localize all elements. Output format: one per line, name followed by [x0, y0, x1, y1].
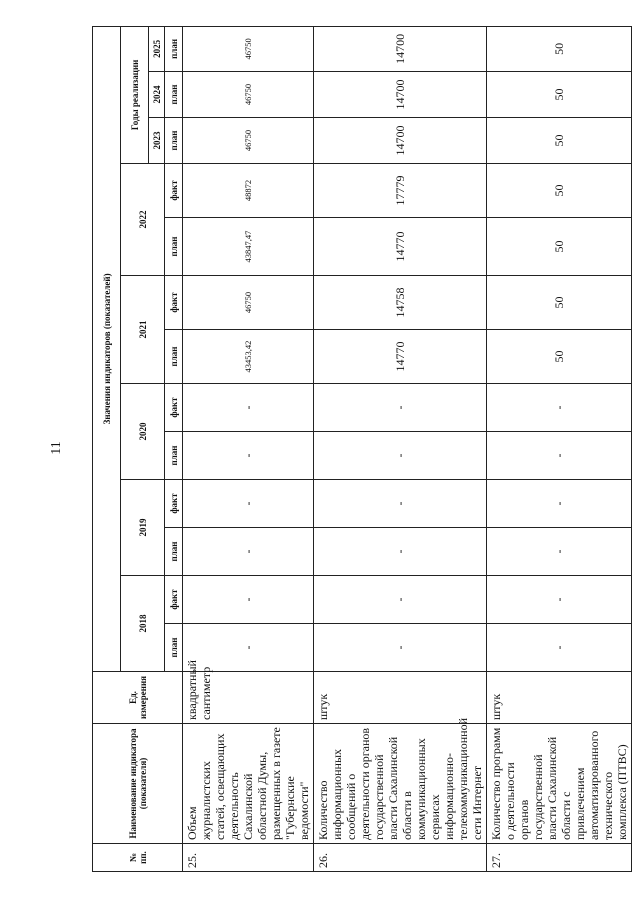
- header-year-2022: 2022: [121, 164, 165, 276]
- value-cell: -: [487, 528, 632, 576]
- header-plan: план: [165, 26, 183, 71]
- value-cell: 50: [487, 26, 632, 71]
- value-cell: 50: [487, 276, 632, 330]
- value-cell: 14700: [314, 72, 487, 118]
- indicator-name: Объем журналистских статей, освещающих деятельность Сахалинской областной Думы, размещенных в газете "Губернские ведомости": [183, 724, 314, 844]
- header-years-group: Годы реализации: [121, 26, 149, 163]
- indicator-unit: штук: [314, 672, 487, 724]
- page-number: 11: [49, 441, 64, 455]
- value-cell: 50: [487, 72, 632, 118]
- value-cell: 46750: [183, 72, 314, 118]
- header-fact: факт: [165, 164, 183, 218]
- header-plan: план: [165, 218, 183, 276]
- header-num: № пп.: [93, 844, 183, 872]
- value-cell: -: [183, 384, 314, 432]
- value-cell: -: [183, 576, 314, 624]
- value-cell: 50: [487, 330, 632, 384]
- row-num: 27.: [487, 844, 632, 872]
- value-cell: -: [183, 528, 314, 576]
- value-cell: -: [314, 528, 487, 576]
- value-cell: 14700: [314, 26, 487, 71]
- value-cell: 46750: [183, 276, 314, 330]
- value-cell: -: [183, 480, 314, 528]
- value-cell: 14770: [314, 218, 487, 276]
- value-cell: -: [314, 432, 487, 480]
- header-year-2023: 2023: [149, 118, 165, 164]
- header-plan: план: [165, 118, 183, 164]
- table-row: [314, 26, 487, 871]
- value-cell: 48872: [183, 164, 314, 218]
- table-row: [183, 26, 314, 871]
- value-cell: 43847,47: [183, 218, 314, 276]
- indicator-table-sheet: [92, 27, 629, 872]
- header-values-group: Значения индикаторов (показателей): [93, 26, 121, 671]
- value-cell: -: [314, 384, 487, 432]
- value-cell: -: [183, 624, 314, 672]
- header-plan: план: [165, 528, 183, 576]
- value-cell: -: [314, 576, 487, 624]
- value-cell: 43453,42: [183, 330, 314, 384]
- header-year-2021: 2021: [121, 276, 165, 384]
- value-cell: -: [487, 384, 632, 432]
- indicator-name: Количество информационных сообщений о деятельности органов государственной власти Сахалинской области в коммуникационных сервисах информационно-телекоммуникационной сети Интернет: [314, 724, 487, 844]
- value-cell: 50: [487, 218, 632, 276]
- row-num: 25.: [183, 844, 314, 872]
- header-plan: план: [165, 72, 183, 118]
- table-row: [487, 26, 632, 871]
- header-fact: факт: [165, 276, 183, 330]
- value-cell: -: [314, 480, 487, 528]
- header-year-2024: 2024: [149, 72, 165, 118]
- value-cell: 46750: [183, 118, 314, 164]
- header-fact: факт: [165, 576, 183, 624]
- value-cell: 17779: [314, 164, 487, 218]
- header-plan: план: [165, 624, 183, 672]
- value-cell: -: [487, 576, 632, 624]
- header-year-2020: 2020: [121, 384, 165, 480]
- header-plan: план: [165, 432, 183, 480]
- indicator-unit: квадратный сантиметр: [183, 672, 314, 724]
- value-cell: 14758: [314, 276, 487, 330]
- header-year-2025: 2025: [149, 26, 165, 71]
- value-cell: 14700: [314, 118, 487, 164]
- value-cell: 50: [487, 164, 632, 218]
- header-year-2019: 2019: [121, 480, 165, 576]
- indicator-name: Количество программ о деятельности органов государственной власти Сахалинской области с привлечением автоматизированного технического комплекса (ПТВС): [487, 724, 632, 844]
- value-cell: 46750: [183, 26, 314, 71]
- header-unit: Ед. измерения: [93, 672, 183, 724]
- header-plan: план: [165, 330, 183, 384]
- indicator-unit: штук: [487, 672, 632, 724]
- value-cell: -: [487, 624, 632, 672]
- header-fact: факт: [165, 384, 183, 432]
- header-name: Наименование индикатора (показателя): [93, 724, 183, 844]
- value-cell: -: [183, 432, 314, 480]
- value-cell: 50: [487, 118, 632, 164]
- value-cell: -: [314, 624, 487, 672]
- value-cell: -: [487, 480, 632, 528]
- value-cell: -: [487, 432, 632, 480]
- value-cell: 14770: [314, 330, 487, 384]
- row-num: 26.: [314, 844, 487, 872]
- header-year-2018: 2018: [121, 576, 165, 672]
- header-fact: факт: [165, 480, 183, 528]
- indicator-table: [92, 26, 632, 872]
